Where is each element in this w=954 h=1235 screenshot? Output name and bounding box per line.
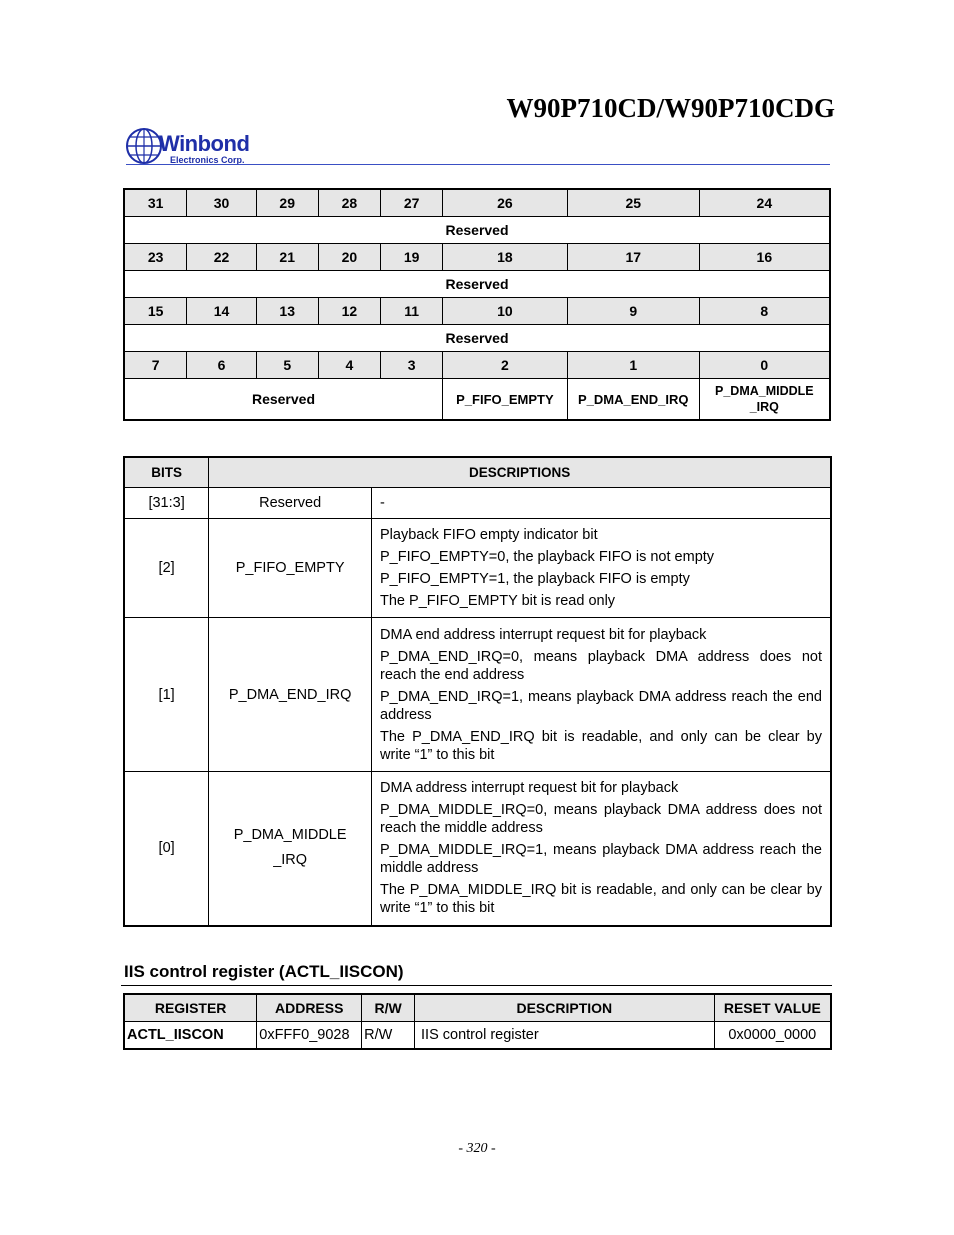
bit-cell: 25 [567, 189, 699, 217]
description-line: P_DMA_END_IRQ=0, means playback DMA address does not reach the end address [380, 648, 822, 683]
field-cell: Reserved [124, 217, 830, 244]
logo-subtext: Electronics Corp. [170, 155, 245, 165]
name-cell [209, 772, 372, 926]
header-divider [126, 164, 830, 165]
description-line: DMA end address interrupt request bit for playback [380, 626, 707, 643]
address-cell: 0xFFF0_9028 [257, 1022, 362, 1050]
winbond-logo [126, 124, 256, 168]
bit-cell: 5 [256, 352, 318, 379]
bits-cell: [0] [124, 772, 209, 926]
reset-value-cell: 0x0000_0000 [714, 1022, 831, 1050]
bit-cell: 6 [187, 352, 257, 379]
page-number: - 320 - [458, 1141, 496, 1156]
field-row [124, 379, 830, 421]
description-line: P_DMA_END_IRQ=1, means playback DMA address reach the end address [380, 688, 822, 723]
bit-cell: 1 [567, 352, 699, 379]
bit-cell: 13 [256, 298, 318, 325]
bit-cell: 10 [442, 298, 567, 325]
bit-cell: 15 [124, 298, 187, 325]
bit-cell: 9 [567, 298, 699, 325]
bits-cell: [1] [124, 618, 209, 772]
field-cell-reserved: Reserved [124, 379, 442, 421]
column-header-address: ADDRESS [257, 994, 362, 1022]
column-header-bits: BITS [124, 457, 209, 488]
table-row [124, 1022, 831, 1050]
field-cell: Reserved [124, 271, 830, 298]
bit-cell: 2 [442, 352, 567, 379]
field-row [124, 217, 830, 244]
description-cell: IIS control register [415, 1022, 715, 1050]
bit-cell: 14 [187, 298, 257, 325]
bit-cell: 19 [381, 244, 443, 271]
bit-cell: 17 [567, 244, 699, 271]
header-row [124, 994, 831, 1022]
document-title: W90P710CD/W90P710CDG [506, 93, 835, 123]
bit-cell: 0 [699, 352, 830, 379]
column-header-register: REGISTER [124, 994, 257, 1022]
name-line: _IRQ [273, 852, 308, 869]
description-line: P_DMA_MIDDLE_IRQ=0, means playback DMA address does not reach the middle address [380, 802, 822, 837]
section-heading: IIS control register (ACTL_IISCON) [124, 962, 404, 981]
register-name-cell: ACTL_IISCON [124, 1022, 257, 1050]
field-cell-p-dma-middle-irq [699, 379, 830, 421]
description-line: P_FIFO_EMPTY=1, the playback FIFO is empty [380, 571, 690, 587]
bit-description-table [123, 456, 832, 927]
column-header-descriptions: DESCRIPTIONS [209, 457, 831, 488]
field-name-line: P_DMA_MIDDLE [715, 384, 814, 398]
field-cell-p-fifo-empty: P_FIFO_EMPTY [442, 379, 567, 421]
bit-cell: 21 [256, 244, 318, 271]
description-cell [372, 772, 831, 926]
description-line: The P_DMA_MIDDLE_IRQ bit is readable, and only can be clear by write “1” to this bit [380, 882, 822, 917]
bit-cell: 27 [381, 189, 443, 217]
name-cell: Reserved [209, 488, 372, 519]
table-row [124, 519, 831, 618]
field-cell: Reserved [124, 325, 830, 352]
bits-cell: [2] [124, 519, 209, 618]
bit-cell: 4 [318, 352, 381, 379]
header-row [124, 457, 831, 488]
bit-number-row [124, 189, 830, 217]
column-header-rw: R/W [362, 994, 415, 1022]
bit-cell: 24 [699, 189, 830, 217]
bit-cell: 22 [187, 244, 257, 271]
bit-cell: 3 [381, 352, 443, 379]
description-line: Playback FIFO empty indicator bit [380, 527, 598, 543]
name-line: P_DMA_MIDDLE [233, 827, 347, 844]
section-divider [121, 985, 832, 986]
logo-wordmark: Winbond [159, 131, 250, 156]
bit-cell: 29 [256, 189, 318, 217]
table-row [124, 772, 831, 926]
bit-cell: 30 [187, 189, 257, 217]
register-table [123, 993, 832, 1050]
column-header-reset-value: RESET VALUE [714, 994, 831, 1022]
field-cell-p-dma-end-irq: P_DMA_END_IRQ [567, 379, 699, 421]
table-row [124, 488, 831, 519]
bits-cell: [31:3] [124, 488, 209, 519]
rw-cell: R/W [362, 1022, 415, 1050]
bit-number-row [124, 298, 830, 325]
name-cell: P_FIFO_EMPTY [209, 519, 372, 618]
bit-cell: 28 [318, 189, 381, 217]
bit-cell: 23 [124, 244, 187, 271]
description-line: P_FIFO_EMPTY=0, the playback FIFO is not empty [380, 549, 715, 565]
bit-cell: 16 [699, 244, 830, 271]
bit-cell: 12 [318, 298, 381, 325]
description-line: The P_FIFO_EMPTY bit is read only [380, 593, 616, 609]
bit-cell: 31 [124, 189, 187, 217]
bit-cell: 26 [442, 189, 567, 217]
table-row [124, 618, 831, 772]
bit-cell: 20 [318, 244, 381, 271]
bit-cell: 8 [699, 298, 830, 325]
field-row [124, 271, 830, 298]
description-line: The P_DMA_END_IRQ bit is readable, and only can be clear by write “1” to this bit [380, 728, 822, 763]
bit-number-row [124, 244, 830, 271]
description-cell [372, 618, 831, 772]
name-cell: P_DMA_END_IRQ [209, 618, 372, 772]
description-line: P_DMA_MIDDLE_IRQ=1, means playback DMA address reach the middle address [380, 842, 822, 877]
field-name-line: _IRQ [749, 400, 779, 414]
bit-cell: 18 [442, 244, 567, 271]
column-header-description: DESCRIPTION [415, 994, 715, 1022]
bit-cell: 7 [124, 352, 187, 379]
bit-cell: 11 [381, 298, 443, 325]
description-cell [372, 519, 831, 618]
bit-layout-table [123, 188, 831, 421]
bit-number-row [124, 352, 830, 379]
field-row [124, 325, 830, 352]
description-line: DMA address interrupt request bit for playback [380, 780, 679, 797]
description-cell: - [372, 488, 831, 519]
